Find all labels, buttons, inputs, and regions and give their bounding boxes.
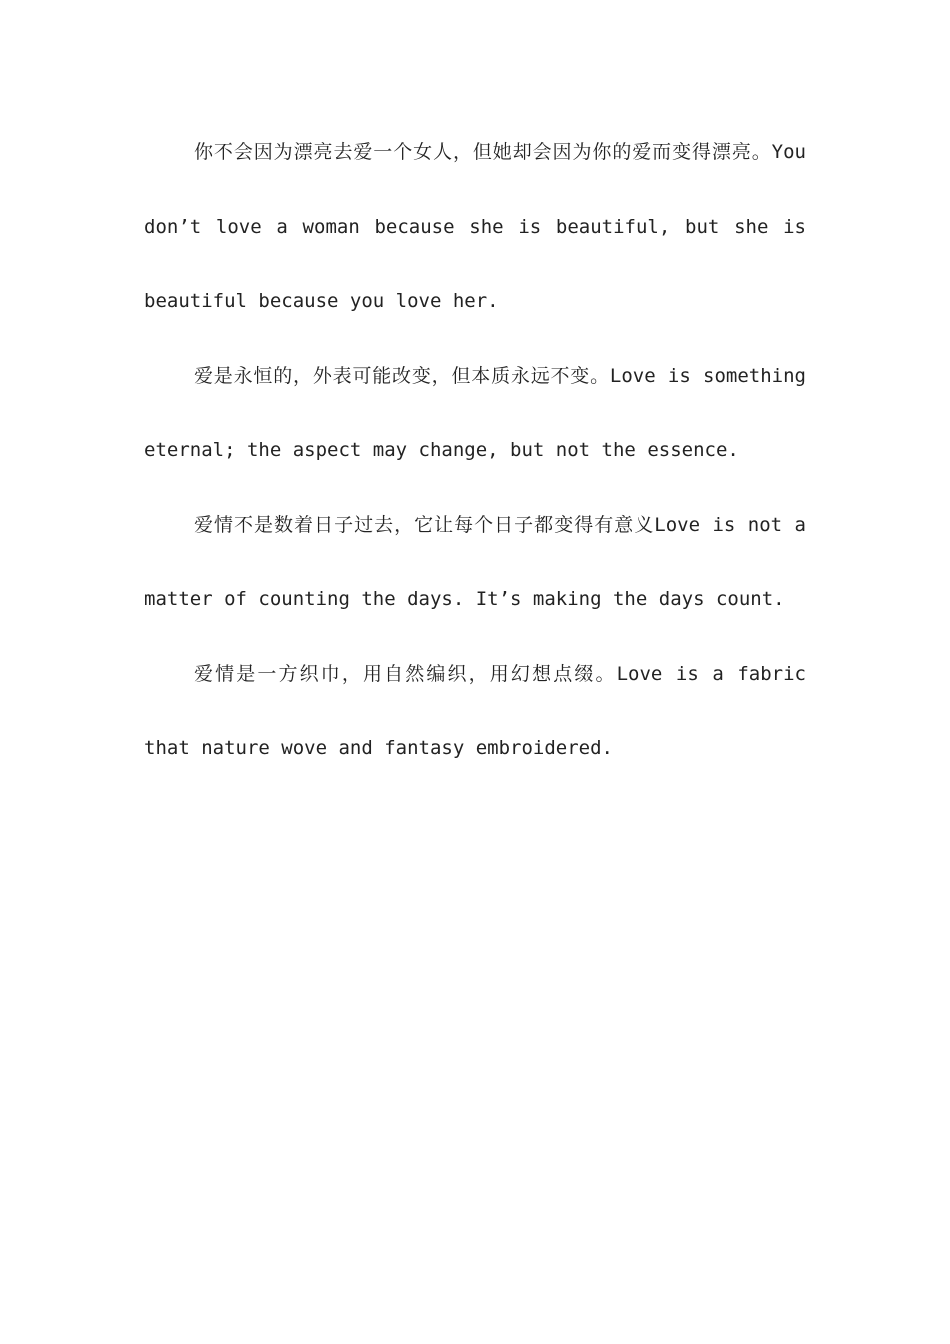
paragraph-eternal: 爱是永恒的，外表可能改变，但本质永远不变。Love is something eternal; the aspect may change, but not the essence. — [144, 364, 806, 461]
paragraph-fabric: 爱情是一方织巾，用自然编织，用幻想点缀。Love is a fabric that nature wove and fantasy embroidered. — [144, 662, 806, 759]
paragraph-days: 爱情不是数着日子过去，它让每个日子都变得有意义Love is not a matter of counting the days. It’s making the days count. — [144, 513, 806, 610]
document-body — [144, 115, 806, 786]
paragraph-beauty: 你不会因为漂亮去爱一个女人，但她却会因为你的爱而变得漂亮。You don’t love a woman because she is beautiful, but she is beautiful because you love her. — [144, 141, 806, 312]
